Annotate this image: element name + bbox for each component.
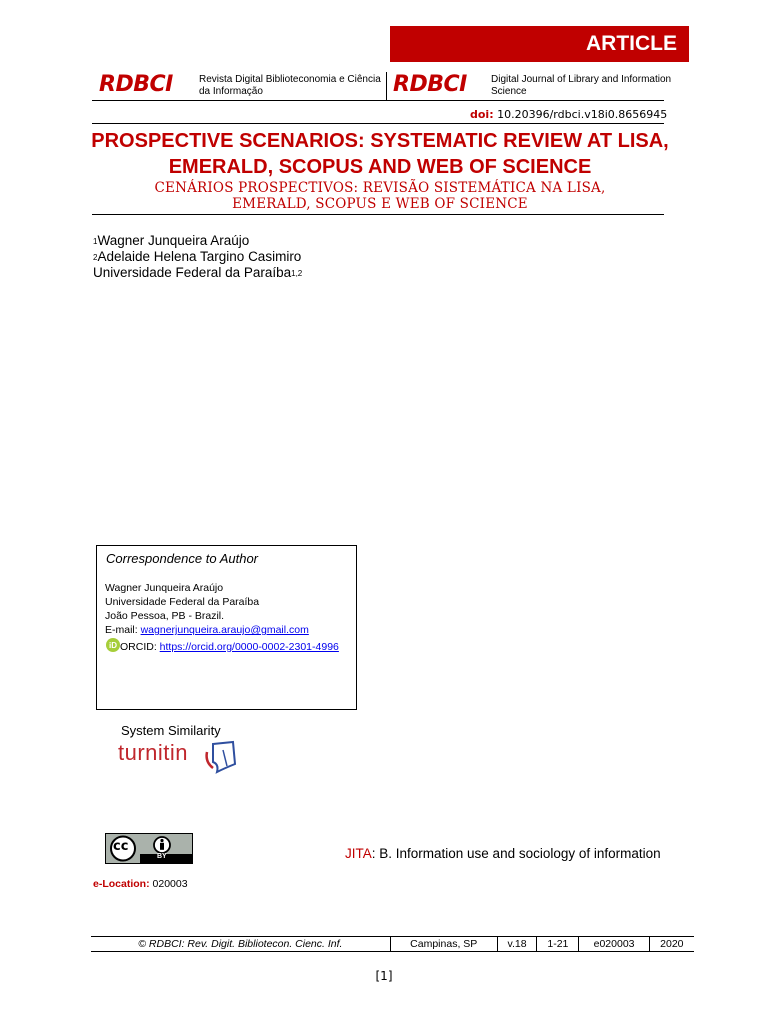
footer-journal: © RDBCI: Rev. Digit. Bibliotecon. Cienc. Inf. <box>91 937 390 952</box>
affiliation-name: Universidade Federal da Paraíba <box>93 265 292 280</box>
corr-orcid-label: ORCID: <box>120 641 160 653</box>
citation-footer <box>91 936 694 952</box>
journal-desc-en <box>491 74 671 98</box>
turnitin-doc-icon <box>203 738 243 774</box>
footer-year: 2020 <box>649 937 694 952</box>
corr-email-line <box>105 623 309 637</box>
author-2-sup: 2 <box>93 253 98 262</box>
turnitin-wordmark: turnitin <box>118 740 189 765</box>
corr-orcid-line <box>120 640 339 654</box>
doi[interactable] <box>470 108 667 121</box>
citation-footer-row <box>91 937 694 952</box>
journal-desc-pt <box>199 74 381 98</box>
orcid-icon-text: iD <box>109 640 117 650</box>
system-similarity-label: System Similarity <box>121 723 221 738</box>
corr-email-link[interactable]: wagnerjunqueira.araujo@gmail.com <box>140 624 309 636</box>
footer-pages: 1-21 <box>537 937 579 952</box>
title-portuguese-line1: CENÁRIOS PROSPECTIVOS: REVISÃO SISTEMÁTICA NA LISA, <box>154 180 606 196</box>
affiliation <box>93 264 302 282</box>
author-1-name: Wagner Junqueira Araújo <box>97 233 250 248</box>
corr-orcid-link[interactable]: https://orcid.org/0000-0002-2301-4996 <box>159 641 339 653</box>
title-portuguese-line2: EMERALD, SCOPUS E WEB OF SCIENCE <box>232 196 528 212</box>
title-english <box>80 128 680 180</box>
article-type-label: ARTICLE <box>586 32 677 55</box>
header-divider <box>386 72 387 100</box>
jita-classification <box>345 846 661 861</box>
e-location-value: 020003 <box>149 878 188 890</box>
journal-desc-pt-line1: Revista Digital Biblioteconomia e Ciência <box>199 74 381 85</box>
title-portuguese <box>80 180 680 212</box>
jita-text: : B. Information use and sociology of information <box>371 846 661 861</box>
journal-desc-pt-line2: da Informação <box>199 86 263 97</box>
article-type-badge <box>390 26 689 62</box>
title-english-line2: EMERALD, SCOPUS AND WEB OF SCIENCE <box>168 156 592 178</box>
jita-label: JITA <box>345 846 372 861</box>
footer-volume: v.18 <box>497 937 536 952</box>
cc-symbol: cc <box>113 839 129 854</box>
footer-city: Campinas, SP <box>390 937 497 952</box>
cc-by-label: BY <box>157 853 167 860</box>
doi-value[interactable]: 10.20396/rdbci.v18i0.8656945 <box>497 108 668 121</box>
journal-logo-pt: RDBCI <box>99 72 173 97</box>
header-rule <box>92 100 664 101</box>
title-top-rule <box>92 123 664 124</box>
footer-elocation: e020003 <box>579 937 649 952</box>
affiliation-sup: 1,2 <box>291 269 303 278</box>
author-1-sup: 1 <box>93 237 98 246</box>
corr-email-label: E-mail: <box>105 624 141 636</box>
journal-logo-en: RDBCI <box>393 72 467 97</box>
corr-city: João Pessoa, PB - Brazil. <box>105 610 225 622</box>
corr-institution: Universidade Federal da Paraíba <box>105 596 260 608</box>
e-location <box>93 878 188 890</box>
turnitin-logo <box>118 740 188 766</box>
corr-author-name: Wagner Junqueira Araújo <box>105 582 224 594</box>
cc-license-badge[interactable] <box>105 833 193 864</box>
title-bottom-rule <box>92 214 664 215</box>
correspondence-title: Correspondence to Author <box>106 551 259 566</box>
doi-label: doi: <box>470 108 494 121</box>
title-english-line1: PROSPECTIVE SCENARIOS: SYSTEMATIC REVIEW AT LISA, <box>91 130 669 152</box>
journal-desc-en-line1: Digital Journal of Library and Information <box>491 74 672 85</box>
orcid-icon <box>106 638 120 652</box>
author-2-name: Adelaide Helena Targino Casimiro <box>97 249 302 264</box>
e-location-label: e-Location: <box>93 878 150 890</box>
journal-desc-en-line2: Science <box>491 86 527 97</box>
page-number: [1] <box>375 969 393 983</box>
